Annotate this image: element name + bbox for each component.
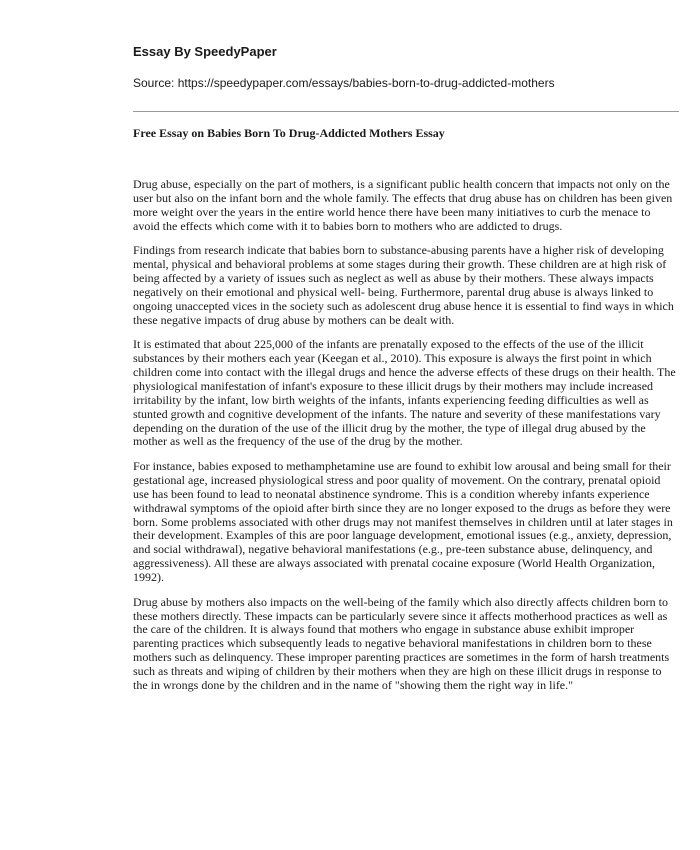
paragraph-1: Drug abuse, especially on the part of mothers, is a significant public health concern that impacts not only on the user but also on the infant born and the whole family. The effects that drug abuse has on children has been given more weight over the years in the entire world hence there have been many initiatives to curb the menace to avoid the effects which come with it to babies born to mothers who are addicted to drugs.: [133, 177, 673, 233]
paragraph-2: Findings from research indicate that babies born to substance-abusing parents have a higher risk of developing mental, physical and behavioral problems at some stages during their growth. These children are at high risk of being affected by a variety of issues such as neglect as well as abuse by their mothers. These always impacts negatively on their emotional and physical well- being. Furthermore, parental drug abuse is always linked to ongoing unaccepted vices in the society such as adolescent drug abuse hence it is essential to find ways in which these negative impacts of drug abuse by mothers can be dealt with.: [133, 243, 674, 327]
paragraph-3: It is estimated that about 225,000 of the infants are prenatally exposed to the effects of the use of the illicit substances by their mothers each year (Keegan et al., 2010). This exposure is always the first point in which children come into contact with the illegal drugs and hence the adverse effects of these drugs on their health. The physiological manifestation of infant's exposure to these illicit drugs by their mothers may include increased irritability by the infant, low birth weights of the infants, infants experiencing feeding difficulties as well as stunted growth and cognitive development of the infants. The nature and severity of these manifestations vary depending on the duration of the use of the illicit drug by the mother, the type of illegal drug abused by the mother as well as the frequency of the use of the drug by the mother.: [133, 337, 676, 449]
essay-title: Free Essay on Babies Born To Drug-Addicted Mothers Essay: [133, 126, 445, 140]
header-divider: [133, 111, 679, 112]
source-url: https://speedypaper.com/essays/babies-born-to-drug-addicted-mothers: [177, 76, 555, 90]
source-line: [133, 76, 679, 91]
paragraph-5: Drug abuse by mothers also impacts on the well-being of the family which also directly affects children born to these mothers directly. These impacts can be particularly severe since it affects motherhood practices as well as the care of the children. It is always found that mothers who engage in substance abuse exhibit improper parenting practices which subsequently leads to negative behavioral manifestations in children born to these mothers such as delinquency. These improper parenting practices are sometimes in the form of harsh treatments such as threats and wiping of children by their mothers when they are high on these illicit drugs in response to the in wrongs done by the children and in the name of "showing them the right way in life.": [133, 594, 670, 692]
paragraph-4: For instance, babies exposed to methamphetamine use are found to exhibit low arousal and being small for their gestational age, increased physiological stress and poor quality of movement. On the contrary, prenatal opioid use has been found to lead to neonatal abstinence syndrome. This is a condition whereby infants experience withdrawal symptoms of the opioid after birth since they are no longer exposed to the drugs as before they were born. Some problems associated with other drugs may not manifest themselves in children until at later stages in their development. Examples of this are poor language development, emotional issues (e.g., anxiety, depression, and social withdrawal), negative behavioral manifestations (e.g., pre-teen substance abuse, delinquency, and aggressiveness). All these are always associated with prenatal cocaine exposure (World Health Organization, 1992).: [133, 459, 673, 584]
brand-title: Essay By SpeedyPaper: [133, 44, 277, 59]
essay-body: [133, 178, 679, 693]
source-label: Source:: [133, 76, 178, 90]
